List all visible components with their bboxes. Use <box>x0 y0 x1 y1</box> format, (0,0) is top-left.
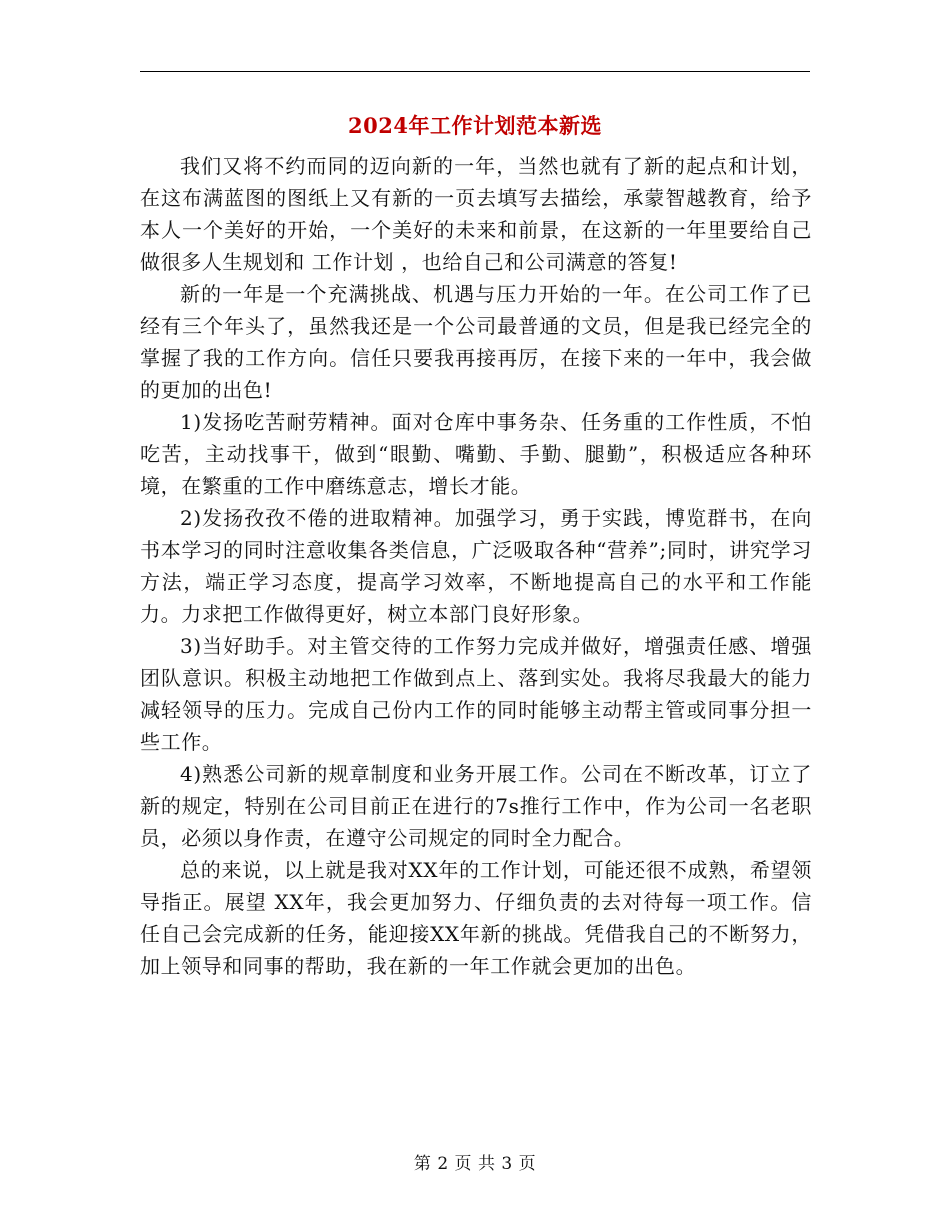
paragraph-summary: 总的来说，以上就是我对XX年的工作计划，可能还很不成熟，希望领导指正。展望 XX年，我会更加努力、仔细负责的去对待每一项工作。信任自己会完成新的任务，能迎接XX年新的挑战。凭借我自己的不断努力，加上领导和同事的帮助，我在新的一年工作就会更加的出色。 <box>140 858 812 978</box>
paragraph-item-1: 1)发扬吃苦耐劳精神。面对仓库中事务杂、任务重的工作性质，不怕吃苦，主动找事干，做到“眼勤、嘴勤、手勤、腿勤”，积极适应各种环境，在繁重的工作中磨练意志，增长才能。 <box>140 410 812 498</box>
header-rule <box>140 71 810 72</box>
document-title: 2024年工作计划范本新选 <box>348 113 602 138</box>
document-body <box>140 150 812 982</box>
paragraph-new-year: 新的一年是一个充满挑战、机遇与压力开始的一年。在公司工作了已经有三个年头了，虽然我还是一个公司最普通的文员，但是我已经完全的掌握了我的工作方向。信任只要我再接再厉，在接下来的一年中，我会做的更加的出色! <box>140 282 812 402</box>
paragraph-item-3: 3)当好助手。对主管交待的工作努力完成并做好，增强责任感、增强团队意识。积极主动地把工作做到点上、落到实处。我将尽我最大的能力减轻领导的压力。完成自己份内工作的同时能够主动帮主管或同事分担一些工作。 <box>140 634 812 754</box>
paragraph-item-2: 2)发扬孜孜不倦的进取精神。加强学习，勇于实践，博览群书，在向书本学习的同时注意收集各类信息，广泛吸取各种“营养”;同时，讲究学习方法，端正学习态度，提高学习效率，不断地提高自己的水平和工作能力。力求把工作做得更好，树立本部门良好形象。 <box>140 506 812 626</box>
paragraph-intro: 我们又将不约而同的迈向新的一年，当然也就有了新的起点和计划，在这布满蓝图的图纸上又有新的一页去填写去描绘，承蒙智越教育，给予本人一个美好的开始，一个美好的未来和前景，在这新的一年里要给自己做很多人生规划和 工作计划 ，也给自己和公司满意的答复! <box>140 154 812 274</box>
paragraph-item-4: 4)熟悉公司新的规章制度和业务开展工作。公司在不断改革，订立了新的规定，特别在公司目前正在进行的7s推行工作中，作为公司一名老职员，必须以身作责，在遵守公司规定的同时全力配合。 <box>140 762 812 850</box>
page-number-footer: 第 2 页 共 3 页 <box>413 1154 537 1174</box>
